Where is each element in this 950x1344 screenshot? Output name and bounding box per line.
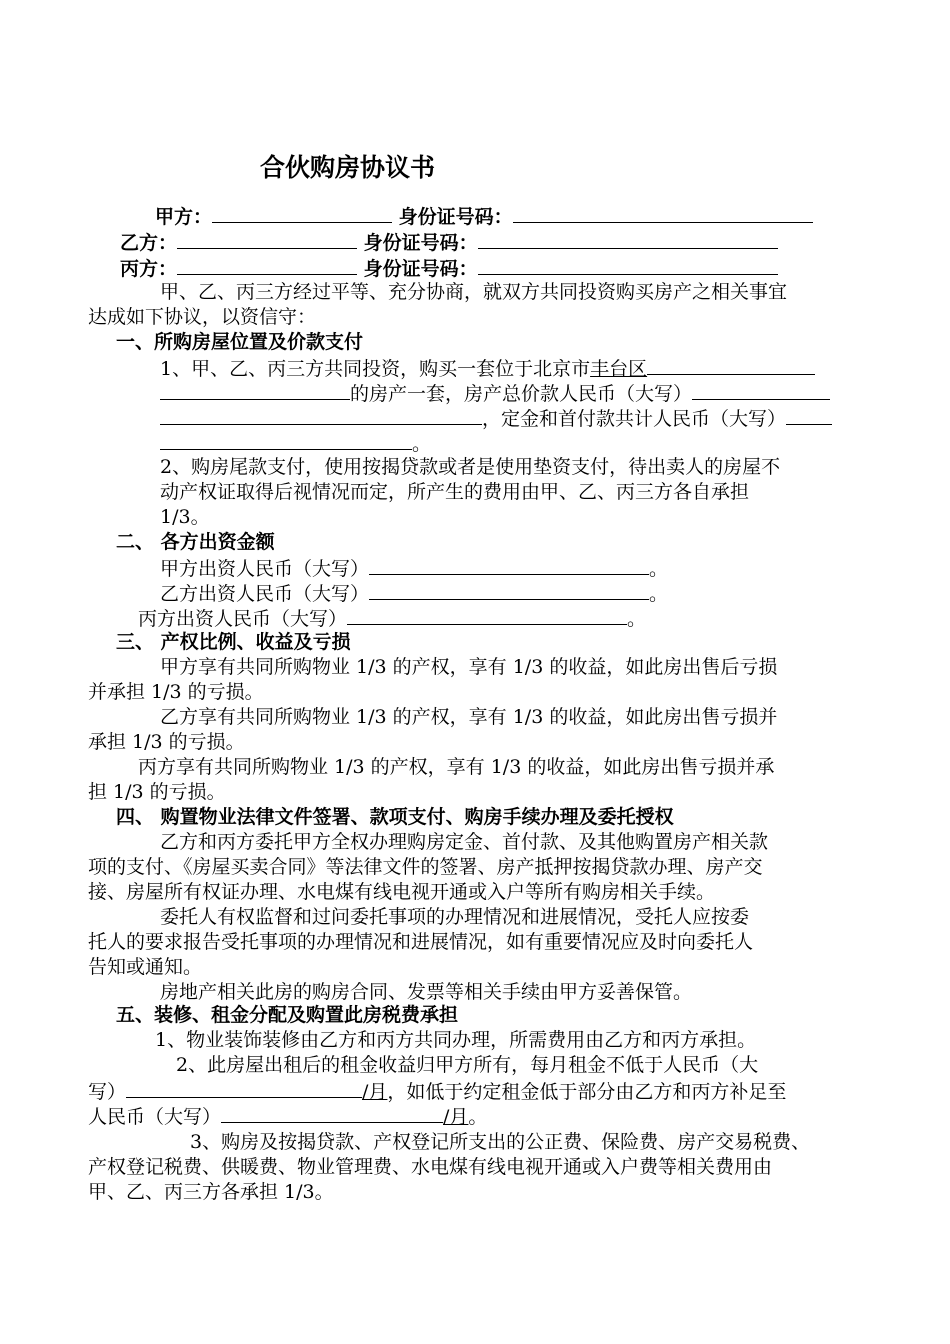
total-price-blank-2[interactable] — [160, 405, 482, 425]
s5-p2-text-a: 写） — [88, 1081, 127, 1103]
party-a-contribution-blank[interactable] — [369, 555, 649, 575]
deposit-blank-1[interactable] — [786, 405, 832, 425]
s2-party-c-period: 。 — [627, 608, 647, 630]
deposit-blank-2[interactable] — [160, 430, 412, 450]
party-b-label: 乙方： — [120, 232, 178, 254]
party-a-id-label: 身份证号码： — [398, 206, 513, 228]
party-a-line — [155, 203, 813, 230]
party-c-name-blank[interactable] — [177, 255, 357, 275]
s4-p2-line-2: 托人的要求报告受托事项的办理情况和进展情况，如有重要情况应及时向委托人 — [88, 931, 754, 953]
intro-line-1: 甲、乙、丙三方经过平等、充分协商，就双方共同投资购买房产之相关事宜 — [160, 281, 788, 303]
s4-p3-line: 房地产相关此房的购房合同、发票等相关手续由甲方妥善保管。 — [160, 981, 693, 1003]
s2-party-b-line — [160, 580, 668, 607]
s3-a-line-1: 甲方享有共同所购物业 1/3 的产权，享有 1/3 的收益，如此房出售后亏损 — [160, 656, 778, 678]
party-b-id-label: 身份证号码： — [363, 232, 478, 254]
s4-p1-line-2: 项的支付、《房屋买卖合同》等法律文件的签署、房产抵押按揭贷款办理、房产交 — [88, 856, 763, 878]
party-c-contribution-blank[interactable] — [347, 605, 627, 625]
section-2-heading: 二、 各方出资金额 — [116, 531, 275, 553]
party-c-line — [120, 255, 778, 282]
s2-party-b-period: 。 — [649, 583, 669, 605]
section-3-heading: 三、 产权比例、收益及亏损 — [116, 631, 351, 653]
party-a-name-blank[interactable] — [212, 203, 392, 223]
s2-party-c-text: 丙方出资人民币（大写） — [138, 608, 348, 630]
s5-p2-line-1: 2、此房屋出租后的租金收益归甲方所有，每月租金不低于人民币（大 — [176, 1054, 759, 1076]
s2-party-a-line — [160, 555, 668, 582]
s2-party-c-line — [138, 605, 646, 632]
s5-p2-end: 。 — [468, 1106, 488, 1128]
document-title: 合伙购房协议书 — [260, 153, 436, 182]
s5-p3-line-3: 甲、乙、丙三方各承担 1/3。 — [88, 1181, 334, 1203]
rent-shortfall-blank[interactable] — [221, 1103, 443, 1123]
s1-p2-line-1: 2、购房尾款支付，使用按揭贷款或者是使用垫资支付，待出卖人的房屋不 — [160, 456, 781, 478]
s4-p1-line-3: 接、房屋所有权证办理、水电煤有线电视开通或入户等所有购房相关手续。 — [88, 881, 716, 903]
party-a-label: 甲方： — [155, 206, 213, 228]
s1-district: 丰台区 — [590, 358, 648, 380]
party-a-id-blank[interactable] — [513, 203, 813, 223]
address-blank-1[interactable] — [647, 355, 815, 375]
s5-per-month-2: /月 — [443, 1106, 469, 1128]
party-b-id-blank[interactable] — [478, 229, 778, 249]
s2-party-a-text: 甲方出资人民币（大写） — [160, 558, 370, 580]
s5-p2-text-b: ，如低于约定租金低于部分由乙方和丙方补足至 — [387, 1081, 787, 1103]
s5-p3-line-1: 3、购房及按揭贷款、产权登记所支出的公正费、保险费、房产交易税费、 — [190, 1131, 811, 1153]
s1-p1-text-c: ，定金和首付款共计人民币（大写） — [482, 408, 787, 430]
s1-p1-line-2 — [160, 380, 830, 407]
s1-p1-line-3 — [160, 405, 832, 432]
s2-party-a-period: 。 — [649, 558, 669, 580]
section-5-heading: 五、装修、租金分配及购置此房税费承担 — [116, 1004, 459, 1026]
s3-a-line-2: 并承担 1/3 的亏损。 — [88, 681, 264, 703]
s2-party-b-text: 乙方出资人民币（大写） — [160, 583, 370, 605]
s5-per-month-1: /月 — [362, 1081, 388, 1103]
s5-p2-text-c: 人民币（大写） — [88, 1106, 222, 1128]
party-b-contribution-blank[interactable] — [369, 580, 649, 600]
s5-p2-line-3 — [88, 1103, 487, 1130]
s1-p2-line-3: 1/3。 — [160, 506, 210, 528]
s3-c-line-1: 丙方享有共同所购物业 1/3 的产权，享有 1/3 的收益，如此房出售亏损并承 — [138, 756, 775, 778]
s1-p1-line-4 — [160, 430, 431, 457]
section-4-heading: 四、 购置物业法律文件签署、款项支付、购房手续办理及委托授权 — [116, 806, 674, 828]
s5-p1-line: 1、物业装饰装修由乙方和丙方共同办理，所需费用由乙方和丙方承担。 — [155, 1029, 757, 1051]
s1-p1-text-a: 1、甲、乙、丙三方共同投资，购买一套位于北京市 — [160, 358, 591, 380]
total-price-blank-1[interactable] — [692, 380, 830, 400]
s4-p1-line-1: 乙方和丙方委托甲方全权办理购房定金、首付款、及其他购置房产相关款 — [160, 831, 769, 853]
party-c-id-blank[interactable] — [478, 255, 778, 275]
s4-p2-line-3: 告知或通知。 — [88, 956, 203, 978]
party-b-line — [120, 229, 778, 256]
party-b-name-blank[interactable] — [177, 229, 357, 249]
s4-p2-line-1: 委托人有权监督和过问委托事项的办理情况和进展情况，受托人应按委 — [160, 906, 750, 928]
party-c-label: 丙方： — [120, 258, 178, 280]
s1-p1-text-b: 的房产一套，房产总价款人民币（大写） — [350, 383, 693, 405]
section-1-heading: 一、所购房屋位置及价款支付 — [116, 331, 364, 353]
party-c-id-label: 身份证号码： — [363, 258, 478, 280]
s1-p2-line-2: 动产权证取得后视情况而定，所产生的费用由甲、乙、丙三方各自承担 — [160, 481, 750, 503]
s1-p1-end: 。 — [412, 433, 432, 455]
s3-b-line-2: 承担 1/3 的亏损。 — [88, 731, 245, 753]
s3-c-line-2: 担 1/3 的亏损。 — [88, 781, 226, 803]
address-blank-2[interactable] — [160, 380, 350, 400]
s1-p1-line-1 — [160, 355, 815, 382]
s5-p3-line-2: 产权登记税费、供暖费、物业管理费、水电煤有线电视开通或入户费等相关费用由 — [88, 1156, 773, 1178]
s3-b-line-1: 乙方享有共同所购物业 1/3 的产权，享有 1/3 的收益，如此房出售亏损并 — [160, 706, 778, 728]
s5-p2-line-2 — [88, 1078, 786, 1105]
min-rent-blank[interactable] — [126, 1078, 362, 1098]
intro-line-2: 达成如下协议，以资信守： — [88, 306, 317, 328]
